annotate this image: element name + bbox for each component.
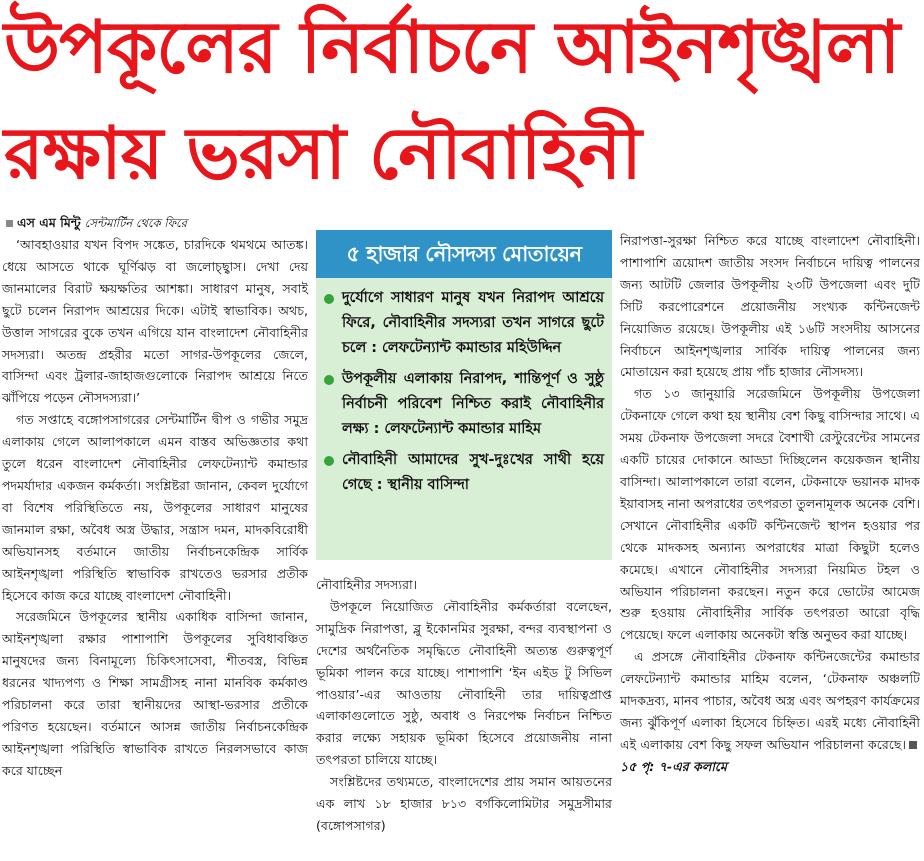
green-bullet-icon xyxy=(324,375,334,385)
paragraph: গত সপ্তাহে বঙ্গোপসাগরের সেন্টমার্টিন দ্বীপ ও গভীর সমুদ্র এলাকায় গেলে আলাপকালে এমন বাস্তব অভিজ্ঞতার কথা তুলে ধরেন বাংলাদেশ নৌবাহিনীর লেফটেন্যান্ট কমান্ডার পদমর্যাদার একজন কর্মকর্তা। সংশ্লিষ্টরা জানান, কেবল দুর্যোগে বা বিশেষ পরিস্থিতিতে নয়, উপকূলের সাধারণ মানুষের জানমাল রক্ষা, অবৈধ অস্ত্র উদ্ধার, সন্ত্রাস দমন, মাদকবিরোধী অভিযানসহ বর্তমানে জাতীয় নির্বাচনকেন্দ্রিক সার্বিক আইনশৃঙ্খলা পরিস্থিতি স্বাভাবিক রাখতেও ভরসার প্রতীক হিসেবে কাজ করে যাচ্ছে বাংলাদেশ নৌবাহিনী। xyxy=(2,412,308,603)
highlight-list xyxy=(316,278,612,498)
highlight-item-text: উপকূলীয় এলাকায় নিরাপদ, শান্তিপূর্ণ ও সুষ্ঠু নির্বাচনী পরিবেশ নিশ্চিত করাই নৌবাহিনীর লক্ষ্য : লেফটেন্যান্ট কমান্ডার মাহিম xyxy=(342,371,604,437)
highlight-box-title: ৫ হাজার নৌসদস্য মোতায়েন xyxy=(316,230,612,278)
article-column-left xyxy=(2,212,308,782)
green-bullet-icon xyxy=(324,456,334,466)
highlight-item xyxy=(324,448,604,498)
paragraph-text: এ প্রসঙ্গে নৌবাহিনীর টেকনাফ কন্টিনজেন্টের কমান্ডার লেফটেন্যান্ট কমান্ডার মাহিম বলেন, ‘টেকনাফ অঞ্চলটি মাদকদ্রব্য, মানব পাচার, অবৈধ অস্ত্র এবং অপহরণ কার্যক্রমের জন্য ঝুঁকিপূর্ণ এলাকা হিসেবে চিহ্নিত। এরই মধ্যে নৌবাহিনী এই এলাকায় বেশ কিছু সফল অভিযান পরিচালনা করেছে। xyxy=(620,649,920,752)
highlight-box xyxy=(316,230,612,560)
highlight-item-text: নৌবাহিনী আমাদের সুখ-দুঃখের সাথী হয়ে গেছে : স্থানীয় বাসিন্দা xyxy=(342,452,604,493)
paragraph: উপকূলে নিয়োজিত নৌবাহিনীর কর্মকর্তারা বলেছেন, সামুদ্রিক নিরাপত্তা, ব্লু ইকোনমির সুরক্ষা, বন্দর ব্যবস্থাপনা ও দেশের অর্থনৈতিক সমৃদ্ধিতে নৌবাহিনী অত্যন্ত গুরুত্বপূর্ণ ভূমিকা পালন করে যাচ্ছে। পাশাপাশি ‘ইন এইড টু সিভিল পাওয়ার’-এর আওতায় নৌবাহিনী তার দায়িত্বপ্রাপ্ত এলাকাগুলোতে সুষ্ঠু, অবাধ ও নিরপেক্ষ নির্বাচন নিশ্চিত করার লক্ষ্যে সহায়ক ভূমিকা হিসেবে প্রয়োজনীয় নানা তৎপরতা চালিয়ে যাচ্ছে। xyxy=(316,598,612,768)
paragraph: সংশ্লিষ্টদের তথ্যমতে, বাংলাদেশের প্রায় সমান আয়তনের এক লাখ ১৮ হাজার ৮১৩ বর্গকিলোমিটার সমুদ্রসীমার (বঙ্গোপসাগর) xyxy=(316,774,612,833)
continuation-note: ১৫ পৃ: ৭-এর কলামে xyxy=(620,758,727,774)
headline-line-2: রক্ষায় ভরসা নৌবাহিনী xyxy=(4,111,641,195)
byline-author: এস এম মিন্টু xyxy=(17,215,81,230)
green-bullet-icon xyxy=(324,294,334,304)
paragraph xyxy=(620,646,920,777)
paragraph: গত ১৩ জানুয়ারি সরেজমিনে উপকূলীয় উপজেলা টেকনাফে গেলে কথা হয় স্থানীয় বেশ কিছু বাসিন্দার সাথে। এ সময় টেকনাফ উপজেলা সদরে বৈশাখী রেস্টুরেন্টের সামনের একটি চায়ের দোকানে আড্ডা দিচ্ছিলেন কয়েকজন স্থানীয় বাসিন্দা। আলাপকালে তারা বলেন, টেকনাফে ভয়ানক মাদক ইয়াবাসহ নানা অপরাধের তৎপরতা তুলনামূলক অনেক বেশি। সেখানে নৌবাহিনীর একটি কন্টিনজেন্ট স্থাপন হওয়ার পর থেকে মাদকসহ অন্যান্য অপরাধের মাত্রা কিছুটা হলেও কমেছে। এখানে নৌবাহিনীর সদস্যরা নিয়মিত টহল ও অভিযান পরিচালনা করছেন। নতুন করে ভোটের আমেজ শুরু হওয়ায় নৌবাহিনীর সার্বিক তৎপরতা আরো বৃদ্ধি পেয়েছে। ফলে এলাকায় অনেকটা স্বস্তি অনুভব করা যাচ্ছে। xyxy=(620,386,920,643)
headline xyxy=(0,0,924,210)
article-column-right xyxy=(620,230,920,778)
end-square-icon xyxy=(909,741,917,749)
article-column-middle xyxy=(316,574,612,837)
highlight-item-text: দুর্যোগে সাধারণ মানুষ যখন নিরাপদ আশ্রয়ে ফিরে, নৌবাহিনীর সদস্যরা তখন সাগরে ছুটে চলে : লেফটেন্যান্ট কমান্ডার মহিউদ্দিন xyxy=(342,290,604,356)
paragraph: নৌবাহিনীর সদস্যরা। xyxy=(316,577,418,592)
highlight-item xyxy=(324,286,604,361)
paragraph: সরেজমিনে উপকূলের স্থানীয় একাধিক বাসিন্দা জানান, আইনশৃঙ্খলা রক্ষার পাশাপাশি উপকূলের সুবিধাবঞ্চিত মানুষদের জন্য বিনামূল্যে চিকিৎসাসেবা, শীতবস্ত্র, বিভিন্ন ধরনের খাদ্যপণ্য ও শিক্ষা সামগ্রীসহ নানা মানবিক কর্মকাণ্ড পরিচালনা করে তারা স্থানীয়দের আস্থা-ভরসার প্রতীকে পরিণত হয়েছেন। বর্তমানে আসন্ন জাতীয় নির্বাচনকেন্দ্রিক আইনশৃঙ্খলা পরিস্থিতি স্বাভাবিক রাখতে নিরলসভাবে কাজ করে যাচ্ছেন xyxy=(2,609,308,778)
highlight-item xyxy=(324,367,604,442)
byline-square-icon xyxy=(6,220,13,227)
headline-line-1: উপকূলের নির্বাচনে আইনশৃঙ্খলা xyxy=(4,5,900,89)
byline xyxy=(2,212,308,234)
paragraph: ‘আবহাওয়ার যখন বিপদ সঙ্কেত, চারদিকে থমথমে আতঙ্ক। ধেয়ে আসতে থাকে ঘূর্ণিঝড় বা জলোচ্ছ্বাস। দেখা দেয় জানমালের বিরাট ক্ষয়ক্ষতির আশঙ্কা। সাধারণ মানুষ, সবাই ছুটে চলেন নিরাপদ আশ্রয়ের দিকে। এটাই স্বাভাবিক। অথচ, উত্তাল সাগরের বুকে তখন এগিয়ে যান বাংলাদেশ নৌবাহিনীর সদস্যরা। অতন্দ্র প্রহরীর মতো সাগর-উপকূলের জেলে, বাসিন্দা এবং ট্রলার-জাহাজগুলোকে নিরাপদ আশ্রয়ে নিতে ঝাঁপিয়ে পড়েন নৌসদস্যরা।’ xyxy=(2,237,308,406)
byline-location: সেন্টমার্টিন থেকে ফিরে xyxy=(84,216,187,230)
paragraph: নিরাপত্তা-সুরক্ষা নিশ্চিত করে যাচ্ছে বাংলাদেশ নৌবাহিনী। পাশাপাশি ত্রয়োদশ জাতীয় সংসদ নির্বাচনে দায়িত্ব পালনের জন্য আটটি জেলার উপকূলীয় ২৩টি উপজেলা এবং দুটি সিটি করপোরেশনে প্রয়োজনীয় সংখ্যক কন্টিনজেন্ট নিয়োজিত রয়েছে। উপকূলীয় এই ১৬টি সংসদীয় আসনের নির্বাচনে আইনশৃঙ্খলার সার্বিক দায়িত্ব পালনের জন্য মোতায়েন করা হয়েছে প্রায় পাঁচ হাজার নৌসদস্য। xyxy=(620,233,920,380)
